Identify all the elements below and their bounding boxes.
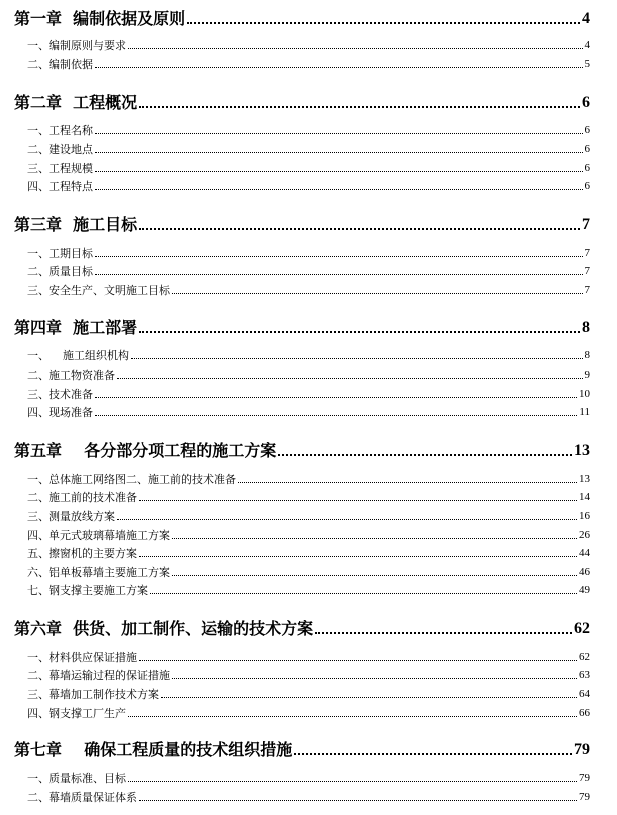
toc-chapter-entry[interactable]	[14, 211, 590, 233]
section-page-number: 16	[579, 510, 590, 522]
section-title: 四、现场准备	[27, 406, 93, 419]
dot-leader	[139, 800, 577, 801]
section-page-number: 26	[579, 529, 590, 541]
toc-section-entry[interactable]	[27, 705, 590, 719]
dot-leader	[131, 358, 583, 359]
section-page-number: 62	[579, 651, 590, 663]
toc-section-entry[interactable]	[27, 56, 590, 70]
chapter-page-number: 6	[582, 94, 590, 111]
dot-leader	[172, 678, 577, 679]
section-page-number: 7	[584, 247, 590, 259]
section-page-number: 6	[584, 143, 590, 155]
toc-section-entry[interactable]	[27, 564, 590, 578]
toc-section-entry[interactable]	[27, 404, 590, 418]
dot-leader	[128, 716, 577, 717]
section-title: 一、材料供应保证措施	[27, 651, 137, 664]
dot-leader	[128, 781, 577, 782]
dot-leader	[139, 556, 577, 557]
toc-section-entry[interactable]	[27, 160, 590, 174]
section-title: 一、总体施工网络图二、施工前的技术准备	[27, 473, 236, 486]
section-title: 五、擦窗机的主要方案	[27, 547, 137, 560]
toc-section-entry[interactable]	[27, 37, 590, 51]
dot-leader	[172, 538, 577, 539]
section-title: 三、测量放线方案	[27, 510, 115, 523]
section-title: 七、钢支撑主要施工方案	[27, 584, 148, 597]
section-title: 二、幕墙质量保证体系	[27, 791, 137, 804]
toc-chapter-entry[interactable]	[14, 437, 590, 459]
chapter-title: 第六章 供货、加工制作、运输的技术方案	[14, 619, 314, 638]
toc-section-entry[interactable]	[27, 489, 590, 503]
dot-leader	[139, 660, 577, 661]
section-title: 二、施工物资准备	[27, 369, 115, 382]
toc-section-entry[interactable]	[27, 122, 590, 136]
dot-leader	[139, 228, 580, 230]
chapter-title: 第七章 确保工程质量的技术组织措施	[14, 740, 293, 759]
section-page-number: 66	[579, 707, 590, 719]
chapter-page-number: 62	[574, 620, 590, 637]
dot-leader	[150, 593, 577, 594]
section-title: 一、编制原则与要求	[27, 39, 126, 52]
section-page-number: 14	[579, 491, 590, 503]
section-title: 四、单元式玻璃幕墙施工方案	[27, 529, 170, 542]
chapter-title: 第三章 施工目标	[14, 215, 138, 234]
toc-section-entry[interactable]	[27, 789, 590, 803]
section-title: 一、 施工组织机构	[27, 349, 129, 362]
toc-section-entry[interactable]	[27, 367, 590, 381]
dot-leader	[95, 274, 583, 275]
section-title: 二、编制依据	[27, 58, 93, 71]
section-title: 三、幕墙加工制作技术方案	[27, 688, 159, 701]
toc-section-entry[interactable]	[27, 282, 590, 296]
section-page-number: 46	[579, 566, 590, 578]
toc-section-entry[interactable]	[27, 545, 590, 559]
chapter-page-number: 4	[582, 10, 590, 27]
dot-leader	[95, 133, 583, 134]
dot-leader	[95, 397, 577, 398]
section-title: 三、技术准备	[27, 388, 93, 401]
toc-chapter-entry[interactable]	[14, 736, 590, 758]
section-page-number: 79	[579, 791, 590, 803]
dot-leader	[95, 256, 583, 257]
section-title: 四、工程特点	[27, 180, 93, 193]
section-page-number: 63	[579, 669, 590, 681]
section-page-number: 6	[584, 180, 590, 192]
toc-section-entry[interactable]	[27, 582, 590, 596]
dot-leader	[294, 753, 572, 755]
chapter-title: 第四章 施工部署	[14, 318, 138, 337]
dot-leader	[139, 331, 580, 333]
toc-chapter-entry[interactable]	[14, 5, 590, 27]
section-page-number: 44	[579, 547, 590, 559]
dot-leader	[139, 106, 580, 108]
section-page-number: 64	[579, 688, 590, 700]
section-page-number: 11	[579, 406, 590, 418]
dot-leader	[161, 697, 577, 698]
section-title: 二、施工前的技术准备	[27, 491, 137, 504]
section-page-number: 7	[584, 265, 590, 277]
toc-chapter-entry[interactable]	[14, 615, 590, 637]
dot-leader	[95, 415, 577, 416]
toc-section-entry[interactable]	[27, 527, 590, 541]
chapter-page-number: 13	[574, 442, 590, 459]
section-page-number: 6	[584, 162, 590, 174]
section-title: 二、建设地点	[27, 143, 93, 156]
section-page-number: 13	[579, 473, 590, 485]
toc-section-entry[interactable]	[27, 667, 590, 681]
section-title: 二、质量目标	[27, 265, 93, 278]
section-page-number: 49	[579, 584, 590, 596]
toc-section-entry[interactable]	[27, 770, 590, 784]
toc-section-entry[interactable]	[27, 245, 590, 259]
section-title: 一、质量标准、目标	[27, 772, 126, 785]
section-page-number: 79	[579, 772, 590, 784]
dot-leader	[315, 632, 572, 634]
section-title: 三、工程规模	[27, 162, 93, 175]
dot-leader	[139, 500, 577, 501]
toc-section-entry[interactable]	[27, 386, 590, 400]
section-page-number: 4	[584, 39, 590, 51]
section-title: 一、工期目标	[27, 247, 93, 260]
dot-leader	[187, 22, 580, 24]
toc-section-entry[interactable]	[27, 508, 590, 522]
toc-chapter-entry[interactable]	[14, 89, 590, 111]
toc-section-entry[interactable]	[27, 649, 590, 663]
toc-section-entry[interactable]	[27, 178, 590, 192]
chapter-page-number: 7	[582, 216, 590, 233]
section-page-number: 10	[579, 388, 590, 400]
chapter-page-number: 8	[582, 319, 590, 336]
toc-section-entry[interactable]	[27, 686, 590, 700]
chapter-page-number: 79	[574, 741, 590, 758]
toc-section-entry[interactable]	[27, 141, 590, 155]
toc-section-entry[interactable]	[27, 347, 590, 361]
dot-leader	[128, 48, 583, 49]
section-title: 四、钢支撑工厂生产	[27, 707, 126, 720]
dot-leader	[95, 171, 583, 172]
toc-section-entry[interactable]	[27, 263, 590, 277]
dot-leader	[172, 575, 577, 576]
chapter-title: 第五章 各分部分项工程的施工方案	[14, 441, 277, 460]
section-page-number: 8	[584, 349, 590, 361]
section-page-number: 6	[584, 124, 590, 136]
dot-leader	[117, 519, 577, 520]
dot-leader	[117, 378, 583, 379]
dot-leader	[278, 454, 572, 456]
section-title: 一、工程名称	[27, 124, 93, 137]
dot-leader	[238, 482, 577, 483]
section-page-number: 5	[584, 58, 590, 70]
toc-section-entry[interactable]	[27, 471, 590, 485]
dot-leader	[95, 67, 583, 68]
dot-leader	[172, 293, 583, 294]
section-page-number: 9	[584, 369, 590, 381]
section-page-number: 7	[584, 284, 590, 296]
dot-leader	[95, 152, 583, 153]
toc-chapter-entry[interactable]	[14, 314, 590, 336]
chapter-title: 第二章 工程概况	[14, 93, 138, 112]
section-title: 六、铝单板幕墙主要施工方案	[27, 566, 170, 579]
section-title: 三、安全生产、文明施工目标	[27, 284, 170, 297]
section-title: 二、幕墙运输过程的保证措施	[27, 669, 170, 682]
chapter-title: 第一章 编制依据及原则	[14, 9, 186, 28]
dot-leader	[95, 189, 583, 190]
